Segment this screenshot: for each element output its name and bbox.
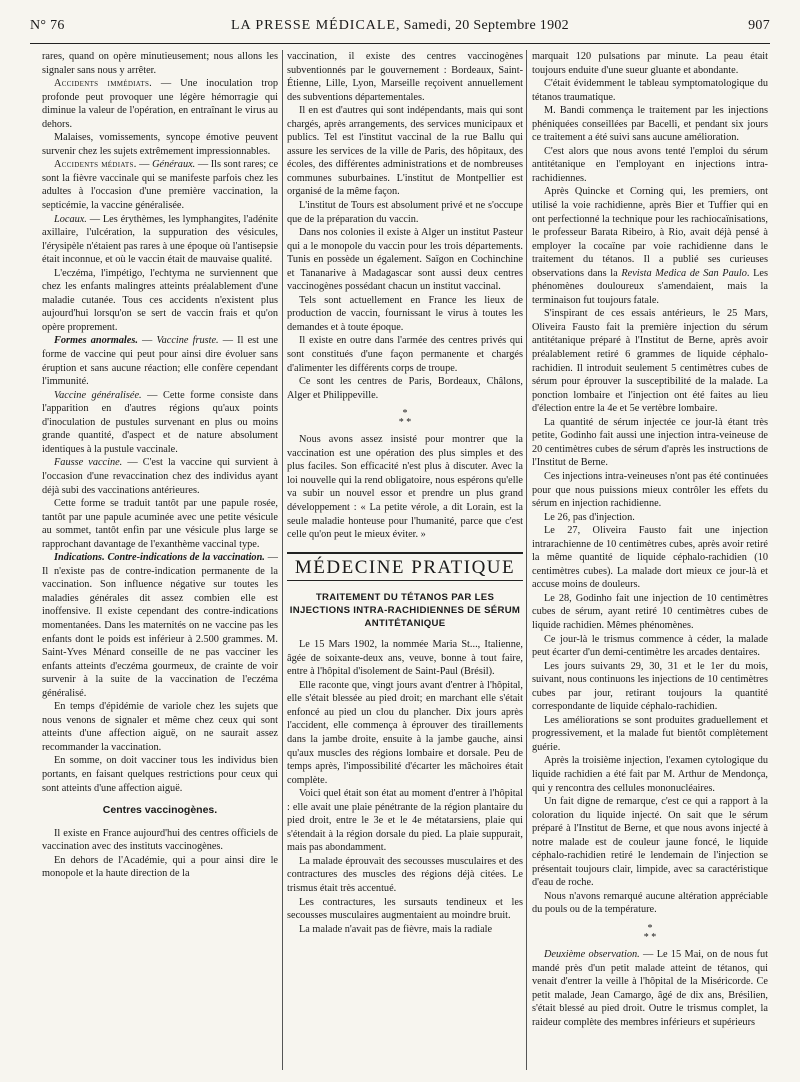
paragraph-label: Locaux. xyxy=(54,213,87,225)
paragraph: Tels sont actuellement en France les lieux de production de vaccin, fournissant le virus à toutes les demandes et à toute époque. xyxy=(287,294,523,333)
paragraph-label: Formes anormales. xyxy=(54,335,138,347)
paragraph: Il existe en outre dans l'armée des centres privés qui sont constitués d'une façon permanente et chargés d'alimenter les différents corps de troupe. xyxy=(287,335,523,374)
paragraph: L'institut de Tours est absolument privé et ne s'occupe que de la préparation du vaccin. xyxy=(287,200,523,225)
paragraph: Accidents médiats. — Généraux. — Ils sont rares; ce sont la fièvre vaccinale qui se manifeste parfois chez les adultes à l'occasion d'une première vaccination, la septicémie, la vaccine généralisée. xyxy=(42,159,278,212)
paragraph-text: — Une inoculation trop profonde peut provoquer une légère hémorragie qui diminue la valeur de l'opération, en entraînant le virus au dehors. xyxy=(42,78,278,130)
paragraph-text: — Les érythèmes, les lymphangites, l'adénite axillaire, l'ulcération, la suppuration des vésicules, l'érysipèle n'étaient pas rares à une époque où l'antisepsie était inconnue, et où le vaccin était de mauvaise qualité. xyxy=(42,213,278,266)
paragraph: En somme, on doit vacciner tous les individus bien portants, en faisant quelques restrictions pour ceux qui sont atteints d'une affection aiguë. xyxy=(42,755,278,794)
paragraph xyxy=(42,389,278,457)
paragraph: Ce sont les centres de Paris, Bordeaux, Châlons, Alger et Philippeville. xyxy=(287,376,523,401)
paragraph xyxy=(532,948,768,1029)
paragraph-text: — Il n'existe pas de contre-indication permanente de la vaccination. Son influence négative sur toutes les maladies générales dit assez combien elle est inoffensive. Il existe cependant des contre-indications momentanées. Dans les maternités on ne vaccine pas les enfants dont le poids est inférieur à 2.500 grammes. M. Saint-Yves Ménard conseille de ne pas vacciner les enfants atteints d'eczéma gourmeux, de crainte de voir survenir à la suite de la vaccination de l'eczéma généralisé. xyxy=(42,552,278,699)
paragraph: La quantité de sérum injectée ce jour-là étant très petite, Godinho fait aussi une injection intra-veineuse de 20 centimètres cubes de sérum d'après les instructions de l'Institut de Berne. xyxy=(532,416,768,469)
paragraph: L'eczéma, l'impétigo, l'echtyma ne surviennent que chez les enfants malingres atteints préalablement d'une maladie cutanée. Tous ces accidents n'existent plus aujourd'hui lorsqu'on se sert de vaccin frais et qu'on opère proprement. xyxy=(42,267,278,333)
paragraph: marquait 120 pulsations par minute. La peau était toujours enduite d'une sueur gluante et abondante. xyxy=(532,51,768,76)
paragraph xyxy=(42,551,278,700)
column-3 xyxy=(532,50,768,1072)
paragraph xyxy=(42,77,278,131)
column-2 xyxy=(287,50,523,1072)
paragraph: Il en est d'autres qui sont indépendants, mais qui sont chargés, après arrangements, des services municipaux et publics. Tel est l'institut vaccinal de la rue Ballu qui assure les services de la ville de Paris, des hôpitaux, des écoles, des différentes administrations et de nombreuses communes suburbaines. L'institut de Montpellier est organisé de la même façon. xyxy=(287,105,523,198)
paragraph: M. Bandi commença le traitement par les injections phéniquées conseillées par Bacelli, et pendant six jours ce traitement a été suivi sans aucune amélioration. xyxy=(532,105,768,144)
paragraph xyxy=(532,185,768,307)
paragraph: Cette forme se traduit tantôt par une papule rosée, tantôt par une papule acuminée avec une petite vésicule au sommet, tantôt enfin par une vésicule plus large se rapprochant davantage de l'exanthème vaccinal type. xyxy=(42,498,278,550)
paragraph-text: — C'est la vaccine qui survient à l'occasion d'une revaccination chez des individus ayant déjà subi des vaccinations antérieures. xyxy=(42,457,278,496)
paragraph-text: — Le 15 Mai, on de nous fut mandé près d'un petit malade atteint de tétanos, qui venait d'entrer la veille à l'hôpital de la Miséricorde. Ce petit malade, Jean Camargo, âgé de dix ans, Brésilien, s'était blessé au pied droit. Outre le trismus complet, la raideur complète des membres inférieurs et supérieurs xyxy=(532,949,768,1028)
paragraph: Le 15 Mars 1902, la nommée Maria St..., Italienne, âgée de soixante-deux ans, veuve, bonne à tout faire, entre à l'hôpital d'isolement de Saint-Paul (Brésil). xyxy=(287,639,523,678)
paragraph: Les jours suivants 29, 30, 31 et le 1er du mois, suivant, nous continuons les injections de 10 centimètres cubes par jour, retirant toujours la quantité correspondante de liquide céphalo-rachidien. xyxy=(532,660,768,713)
paragraph xyxy=(42,213,278,267)
paragraph: Formes anormales. — Vaccine fruste. — Il est une forme de vaccine qui peut pour ainsi dire évoluer sans éruption et sans aucune réaction; elle confère cependant l'immunité. xyxy=(42,335,278,388)
journal-reference: Revista Medica de San Paulo xyxy=(621,267,747,279)
section-separator: * * * xyxy=(398,408,412,429)
paragraph: La malade éprouvait des secousses musculaires et des contractures des muscles des régions déjà citées. Le trismus était très accentué. xyxy=(287,855,523,894)
column-rule xyxy=(526,50,527,1070)
paragraph: Nous avons assez insisté pour montrer que la vaccination est une opération des plus simples et des plus faciles. Son efficacité n'est plus à discuter. Avec la loi nouvelle qui la rend obligatoire, nous espérons qu'elle va subir un nouvel essor et prendre un plus grand développement : « La petite vérole, a dit Lorain, est la seule maladie honteuse pour l'humanité, parce que c'est celle qu'on peut le mieux éviter. » xyxy=(287,434,523,541)
section-title: MÉDECINE PRATIQUE xyxy=(287,552,523,582)
paragraph: vaccination, il existe des centres vaccinogènes subventionnés par le gouvernement : Bordeaux, Saint-Étienne, Lille, Lyon, Marseille reçoivent annuellement des subventions départementales. xyxy=(287,51,523,103)
paragraph: Voici quel était son état au moment d'entrer à l'hôpital : elle avait une plaie pénétrante de la région plantaire du pied droit, entre le 3e et le 4e métatarsiens, plaie qui s'étendait à la région dorsale du pied. La plaie suppurait, mais pas abondamment. xyxy=(287,788,523,854)
paragraph-label: Généraux. xyxy=(152,159,196,171)
paragraph-label: Vaccine fruste. xyxy=(156,335,219,347)
journal-name: LA PRESSE MÉDICALE xyxy=(231,18,397,33)
paragraph: Le 27, Oliveira Fausto fait une injection intrarachienne de 10 centimètres cubes, après avoir retiré la même quantité de liquide céphalo-rachidien (10 centimètres cubes). La malade dort mieux ce jour-là et accuse moins de douleurs. xyxy=(532,525,768,591)
paragraph: Après la troisième injection, l'examen cytologique du liquide rachidien a été fait par M. Arthur de Mendonça, qui y rencontra des cellules mononucléaires. xyxy=(532,755,768,794)
paragraph: En dehors de l'Académie, qui a pour ainsi dire le monopole et la haute direction de la xyxy=(42,854,278,880)
paragraph: Elle raconte que, vingt jours avant d'entrer à l'hôpital, elle s'était blessée au pied droit; en marchant elle s'était enfoncé au pied un clou du plancher. Dix jours après l'accident, elle commença à éprouver des tiraillements dans la jambe droite, ensuite à la jambe gauche, ainsi qu'aux muscles des régions lombaire et dorsale. Peu de temps après, l'impossibilité d'écarter les mâchoires était complète. xyxy=(287,679,523,786)
paragraph-text: — Cette forme consiste dans l'apparition en d'autres régions qu'aux points d'inoculation de pustules survenant en plus ou moins grande quantité, d'aspect et de nature absolument identiques à la pustule vaccinale. xyxy=(42,389,278,455)
paragraph: Le 26, pas d'injection. xyxy=(544,511,635,523)
page-header xyxy=(30,18,770,40)
header-title xyxy=(30,18,770,34)
paragraph: Le 28, Godinho fait une injection de 10 centimètres cubes de sérum, ayant retiré 10 centimètres cubes de liquide rachidien. Mêmes phénomènes. xyxy=(532,592,768,631)
paragraph: S'inspirant de ces essais antérieurs, le 25 Mars, Oliveira Fausto fait la première injection du sérum antitétanique préparé à l'Institut de Berne, après avoir préalablement retiré 6 grammes de liquide céphalo-rachidien. Il introduit seulement 5 centimètres cubes de sérum pour éprouver la susceptibilité de la malade. La ponction lombaire et l'injection ont été faites au lieu d'élection entre la 4e et 5e vertèbre lombaire. xyxy=(532,308,768,415)
paragraph: Nous n'avons remarqué aucune altération appréciable du pouls ou de la température. xyxy=(532,890,768,916)
issue-number: N° 76 xyxy=(30,18,65,33)
paragraph-text: — Ils sont rares; ce sont la fièvre vaccinale qui se manifeste parfois chez les adultes à l'occasion d'une première vaccination, la septicémie, la vaccine généralisée. xyxy=(42,159,278,212)
issue-date: , Samedi, 20 Septembre 1902 xyxy=(396,18,569,33)
paragraph: Dans nos colonies il existe à Alger un institut Pasteur qui a le monopole du vaccin pour les trois départements. Tunis en possède un également. Saïgon en Cochinchine et Tananarive à Madagascar sont aussi deux centres vaccinogènes possédant chacun un institut vaccinal. xyxy=(287,227,523,293)
paragraph: Un fait digne de remarque, c'est ce qui a rapport à la coloration du liquide injecté. On sait que le sérum préparé à l'Institut de Berne, et que nous avons injecté à notre malade est de couleur jaune foncé, le liquide céphalo-rachidien retiré le lendemain de l'injection se présentait toujours clair, limpide, avec sa caractéristique d'eau de roche. xyxy=(532,796,768,889)
paragraph-label: Accidents médiats. xyxy=(54,159,137,171)
column-1 xyxy=(42,50,278,1072)
paragraph-label: Vaccine généralisée. xyxy=(54,389,142,401)
paragraph: C'est alors que nous avons tenté l'emploi du sérum antitétanique en l'employant en injections intra-rachidiennes. xyxy=(532,145,768,184)
paragraph-label: Indications. Contre-indications de la vaccination. xyxy=(54,552,265,564)
article-title: TRAITEMENT DU TÉTANOS PAR LES INJECTIONS INTRA-RACHIDIENNES DE SÉRUM ANTITÉTANIQUE xyxy=(289,592,521,630)
paragraph: La malade n'avait pas de fièvre, mais la radiale xyxy=(299,923,493,935)
paragraph: C'était évidemment le tableau symptomatologique du tétanos traumatique. xyxy=(532,78,768,103)
paragraph-text: Après Quincke et Corning qui, les premiers, ont utilisé la voie rachidienne, après Bier et Tuffier qui en ont perfectionné la technique pour les rachiocaïnisations, le professeur Barata Ribeiro, à Rio, avait déjà pensé à employer la cocaïne par voie rachidienne dans le traitement du tétanos. Il a publié ses curieuses observations dans la xyxy=(532,186,768,279)
paragraph-text: — Il est une forme de vaccine qui peut pour ainsi dire évoluer sans éruption et sans aucune réaction; elle confère cependant l'immunité. xyxy=(42,335,278,388)
paragraph-text: . Les phénomènes douloureux s'amendaient, mais la terminaison fut toujours fatale. xyxy=(532,267,768,306)
paragraph: Il existe en France aujourd'hui des centres officiels de vaccination avec des instituts vaccinogènes. xyxy=(42,827,278,853)
paragraph: Les améliorations se sont produites graduellement et progressivement, et la malade fut bientôt complètement guérie. xyxy=(532,714,768,753)
paragraph: Ce jour-là le trismus commence à céder, la malade peut écarter d'un demi-centimètre les arcades dentaires. xyxy=(532,633,768,659)
paragraph-label: Accidents immédiats. xyxy=(54,78,153,90)
paragraph: Ces injections intra-veineuses n'ont pas été continuées pour que nous puissions mieux contrôler les effets du sérum en injection rachidienne. xyxy=(532,470,768,510)
paragraph: En temps d'épidémie de variole chez les sujets que nous venons de signaler et même chez ceux qui sont atteints d'une affection aiguë, on ne saurait assez recommander la vaccination. xyxy=(42,701,278,753)
paragraph: Malaises, vomissements, syncope émotive peuvent survenir chez les sujets extrêmement impressionnables. xyxy=(42,132,278,157)
section-separator: * * * xyxy=(643,923,657,943)
paragraph: rares, quand on opère minutieusement; nous allons les signaler sans nous y arrêter. xyxy=(42,51,278,76)
subheading: Centres vaccinogènes. xyxy=(102,804,218,817)
page-number: 907 xyxy=(748,18,770,33)
paragraph-label: Fausse vaccine. xyxy=(54,457,123,469)
paragraph xyxy=(42,456,278,497)
column-rule xyxy=(282,50,283,1070)
header-rule xyxy=(30,43,770,44)
paragraph: Les contractures, les sursauts tendineux et les secousses musculaires augmentaient au moindre bruit. xyxy=(287,896,523,922)
paragraph-label: Deuxième observation. xyxy=(544,949,640,960)
